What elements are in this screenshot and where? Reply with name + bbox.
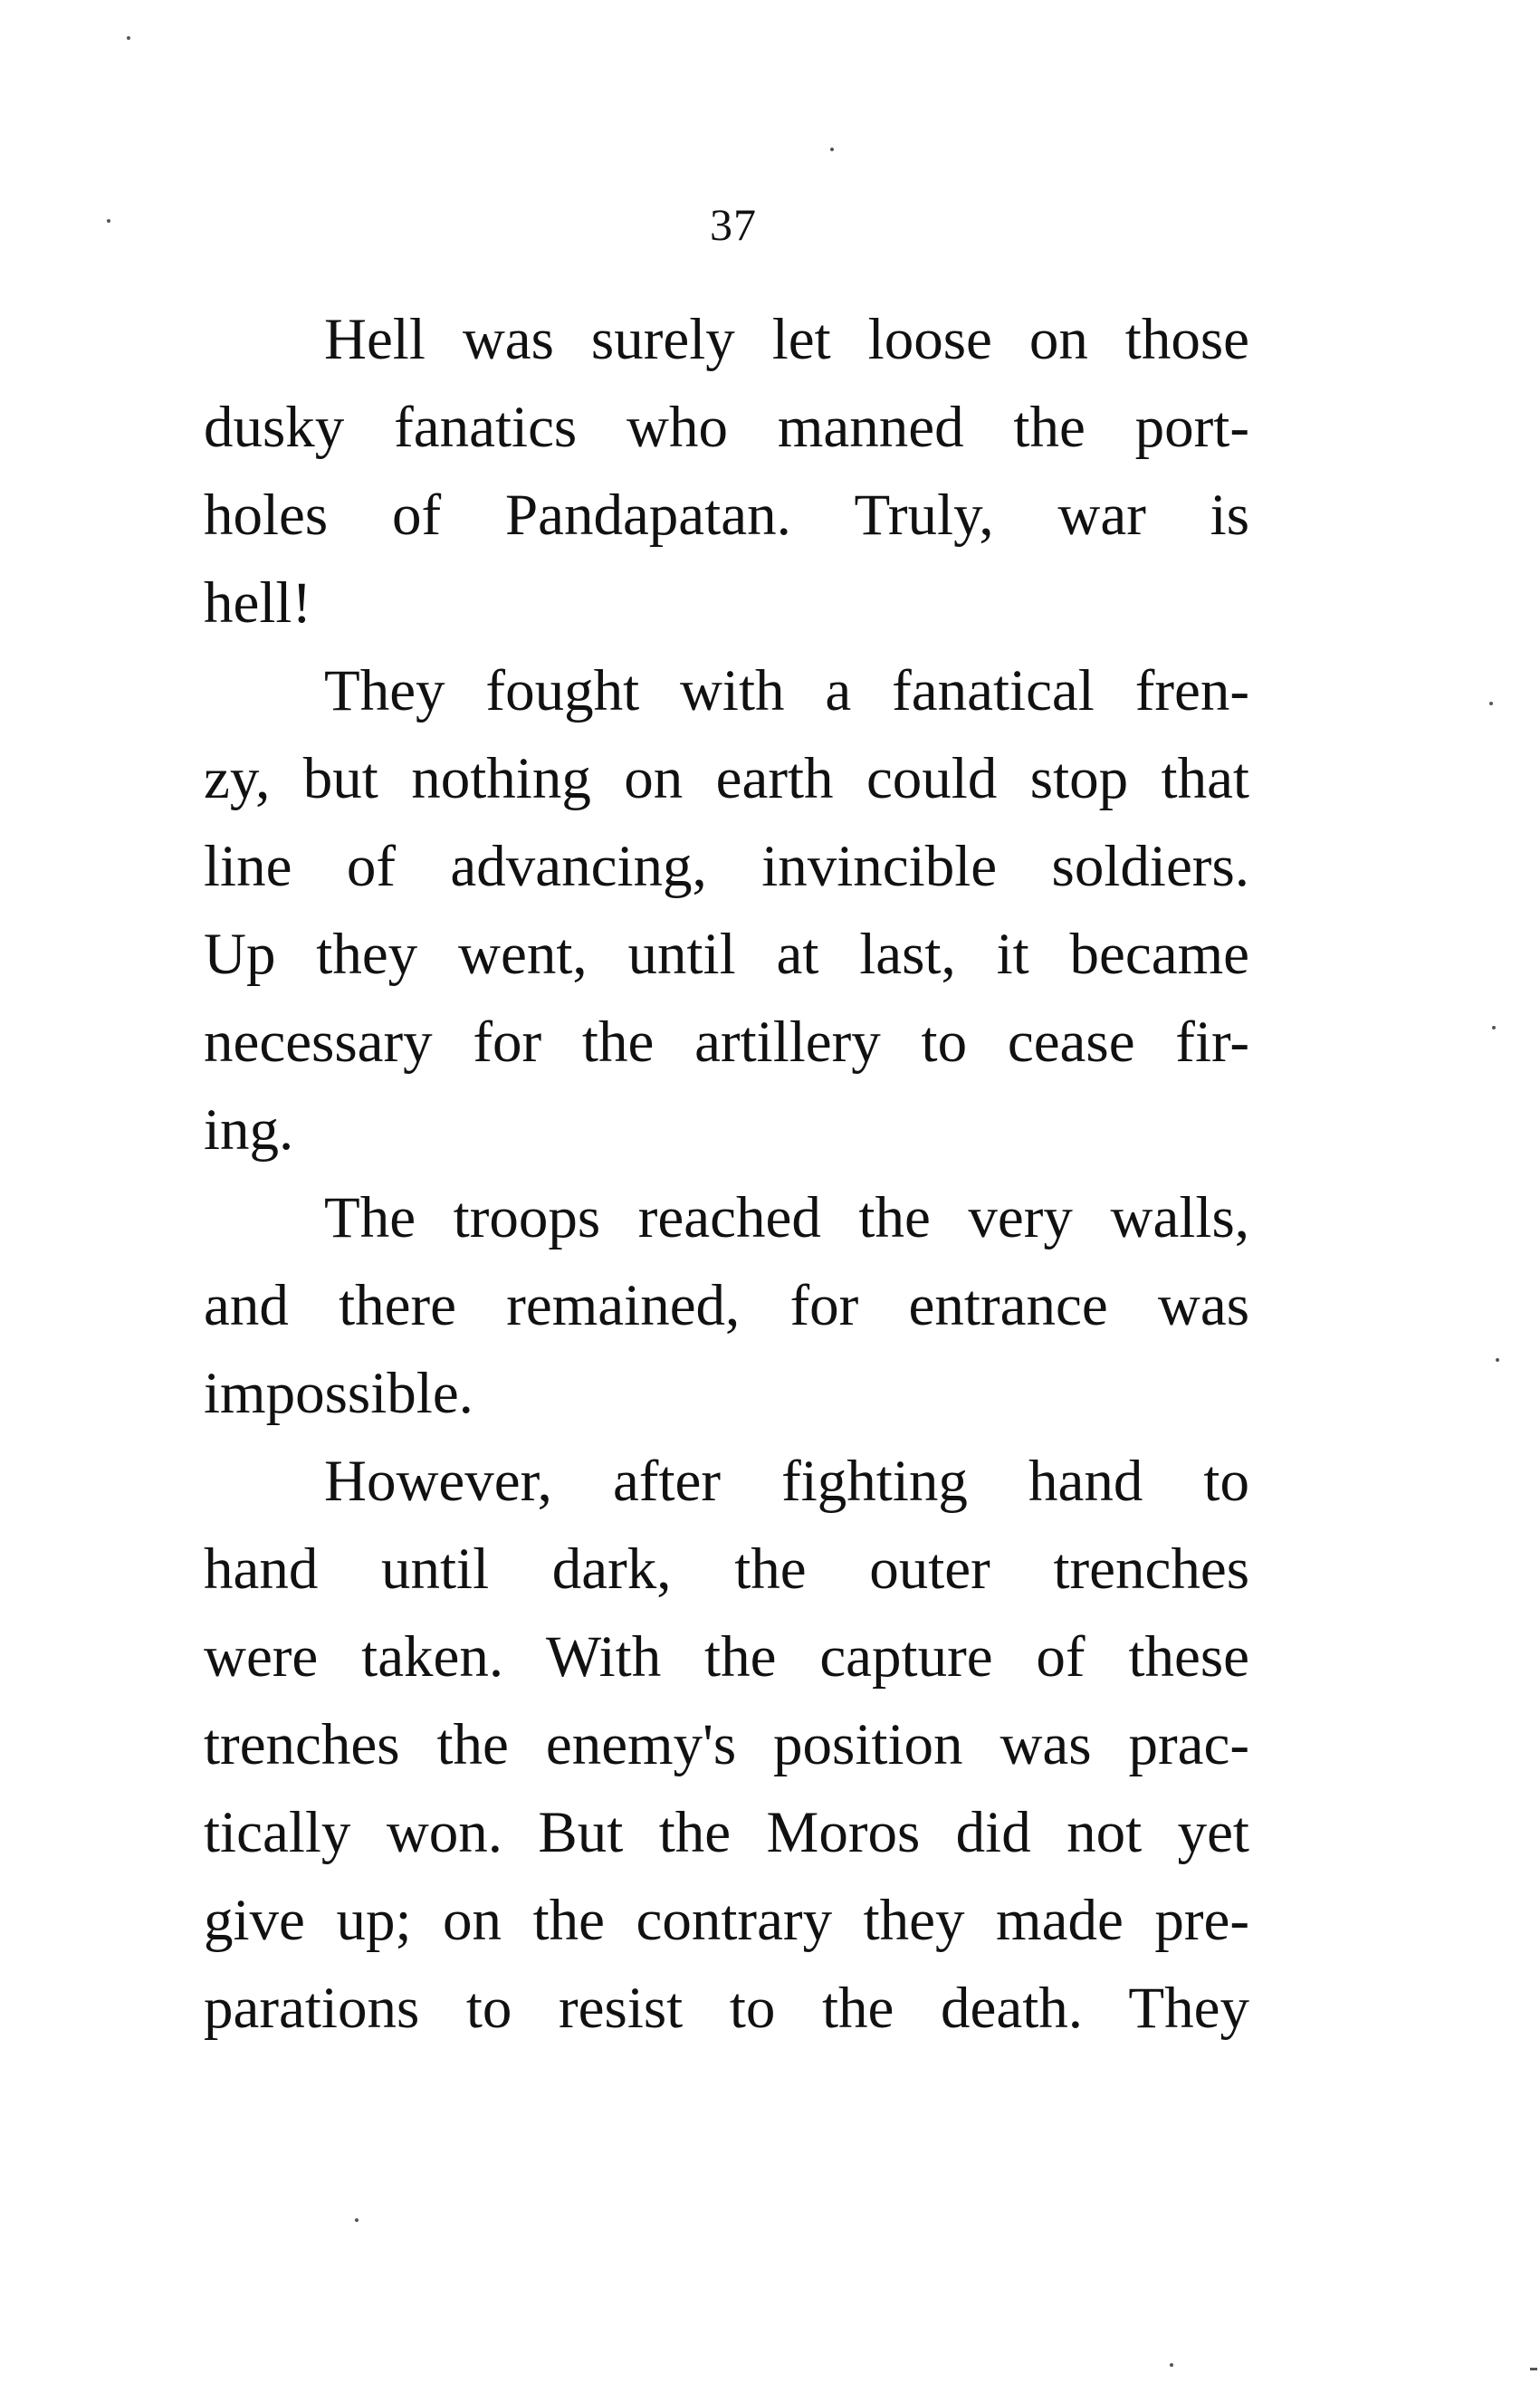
text-line: were taken. With the capture of these — [204, 1624, 1249, 1690]
text-line: They fought with a fanatical fren- — [324, 658, 1249, 723]
scan-speck — [355, 2218, 359, 2222]
text-line: line of advancing, invincible soldiers. — [204, 834, 1249, 899]
text-line: Hell was surely let loose on those — [324, 307, 1249, 372]
paragraph — [204, 647, 1249, 1174]
text-line: The troops reached the very walls, — [324, 1185, 1249, 1250]
text-line: hand until dark, the outer trenches — [204, 1537, 1249, 1602]
text-line: zy, but nothing on earth could stop that — [204, 746, 1249, 811]
text-line: Up they went, until at last, it became — [204, 922, 1249, 987]
body-text — [204, 296, 1249, 2053]
scan-speck — [1170, 2363, 1173, 2367]
scan-speck — [1496, 1358, 1499, 1362]
text-line: and there remained, for entrance was — [204, 1273, 1249, 1338]
text-line: dusky fanatics who manned the port- — [204, 395, 1249, 460]
text-line: holes of Pandapatan. Truly, war is — [204, 483, 1249, 548]
scan-speck — [1489, 702, 1493, 705]
text-line: However, after fighting hand to — [324, 1449, 1249, 1514]
paragraph — [204, 1174, 1249, 1438]
scan-speck — [1492, 1026, 1496, 1029]
scan-speck — [107, 219, 110, 223]
text-line: impossible. — [204, 1361, 473, 1426]
scan-speck — [127, 36, 130, 40]
text-line: necessary for the artillery to cease fir- — [204, 1010, 1249, 1075]
text-line: hell! — [204, 570, 312, 636]
paragraph — [204, 1438, 1249, 2053]
text-line: tically won. But the Moros did not yet — [204, 1800, 1249, 1865]
paragraph — [204, 296, 1249, 647]
text-line: ing. — [204, 1097, 294, 1163]
scan-speck — [830, 148, 834, 151]
text-line: trenches the enemy's position was prac- — [204, 1712, 1249, 1777]
text-line: give up; on the contrary they made pre- — [204, 1888, 1249, 1953]
page-number: 37 — [710, 199, 757, 250]
scan-speck — [1530, 2368, 1537, 2370]
text-line: parations to resist to the death. They — [204, 1976, 1249, 2041]
